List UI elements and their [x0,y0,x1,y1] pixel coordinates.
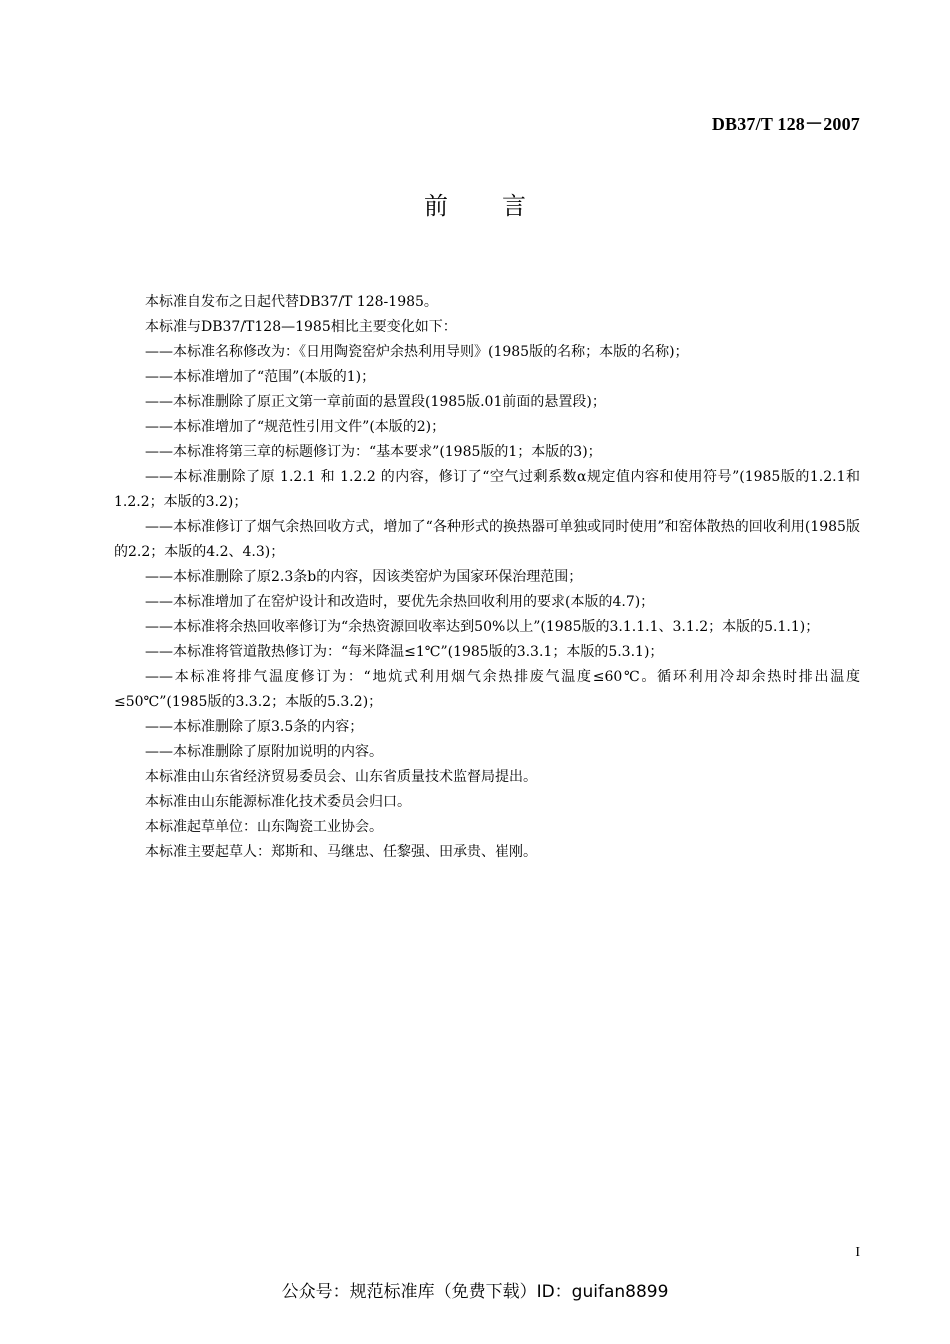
paragraph: 本标准主要起草人：郑斯和、马继忠、任黎强、田承贵、崔刚。 [145,844,537,860]
paragraph: 本标准由山东省经济贸易委员会、山东省质量技术监督局提出。 [145,769,537,785]
list-item: ——本标准名称修改为：《日用陶瓷窑炉余热利用导则》(1985版的名称；本版的名称)； [145,344,689,360]
foreword-body [114,290,860,865]
list-item: ——本标准增加了在窑炉设计和改造时，要优先余热回收利用的要求(本版的4.7)； [145,594,655,610]
paragraph: 本标准起草单位：山东陶瓷工业协会。 [145,819,383,835]
list-item: ——本标准增加了“规范性引用文件”(本版的2)； [145,419,446,435]
list-item: ——本标准删除了原 1.2.1 和 1.2.2 的内容，修订了“空气过剩系数α规定值内容和使用符号”(1985版的1.2.1和1.2.2；本版的3.2)； [114,469,860,510]
list-item: ——本标准将第三章的标题修订为：“基本要求”(1985版的1；本版的3)； [145,444,602,460]
paragraph: 本标准由山东能源标准化技术委员会归口。 [145,794,411,810]
footer-watermark: 公众号：规范标准库（免费下载）ID：guifan8899 [281,1282,669,1302]
list-item: ——本标准修订了烟气余热回收方式，增加了“各种形式的换热器可单独或同时使用”和窑体散热的回收利用(1985版的2.2；本版的4.2、4.3)； [114,519,860,560]
page-title: 前言 [424,192,580,220]
paragraph: 本标准自发布之日起代替DB37/T 128-1985。 [145,294,438,310]
paragraph: 本标准与DB37/T128—1985相比主要变化如下： [145,319,457,335]
page-number: I [855,1245,860,1260]
list-item: ——本标准删除了原3.5条的内容； [145,719,364,735]
list-item: ——本标准将管道散热修订为：“每米降温≤1℃”(1985版的3.3.1；本版的5.3.1)； [145,644,664,660]
list-item: ——本标准删除了原2.3条b的内容，因该类窑炉为国家环保治理范围； [145,569,583,585]
list-item: ——本标准删除了原附加说明的内容。 [145,744,383,760]
document-code: DB37/T 128－2007 [711,114,860,134]
list-item: ——本标准将余热回收率修订为“余热资源回收率达到50%以上”(1985版的3.1.1.1、3.1.2；本版的5.1.1)； [145,619,820,635]
list-item: ——本标准增加了“范围”(本版的1)； [145,369,376,385]
list-item: ——本标准删除了原正文第一章前面的悬置段(1985版.01前面的悬置段)； [145,394,606,410]
list-item: ——本标准将排气温度修订为：“地炕式利用烟气余热排废气温度≤60℃。循环利用冷却余热时排出温度≤50℃”(1985版的3.3.2；本版的5.3.2)； [114,669,860,710]
